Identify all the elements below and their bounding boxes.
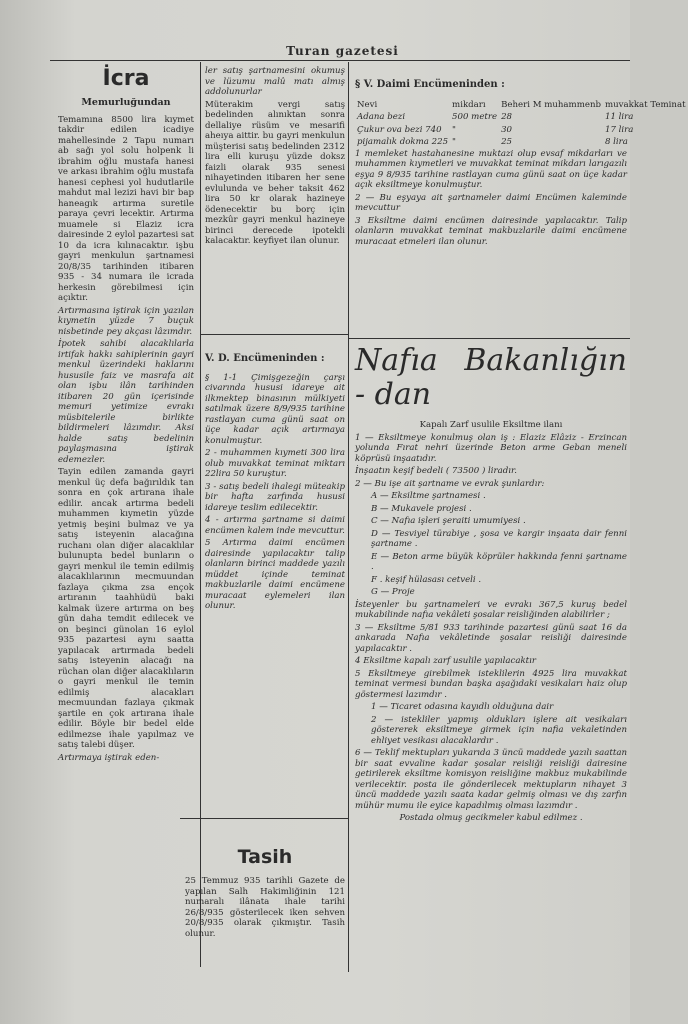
nafia-list-b: B — Mukavele projesi . xyxy=(371,503,472,514)
table-cell: 30 xyxy=(501,124,513,135)
nafia-paragraph-2: 2 — Bu işe ait şartname ve evrak şunlardır: xyxy=(355,478,545,489)
table-cell: Adana bezi xyxy=(357,112,406,122)
section-rule-nafia xyxy=(348,338,630,339)
vd-notice xyxy=(205,354,345,814)
icra-paragraph-1: Temamına 8500 lira kıymet takdir edilen icadiye mahellesinde 2 Tapu numarı ab sağı yol solu holpenk li ibrahim oğlu mustafa hanesi ve arkası ibrahim oğlu mustafa hanesi cephesi yol hudutlarile mahdut mal lezizi havi bir bap haneagık artırma suretile paraya çevri lecektir. Artırma muamele si Elaziz icra dairesinde 2 eylol pazartesi sat 10 da icra kılınacaktır. işbu gayri menkulun şartnamesi 20/8/35 tarihinden itibaren 935 - 34 numara ile icrada herkesin görebilmesi için açıktır. xyxy=(58,114,194,303)
nafia-list-e: E — Beton arme büyük köprüler hakkında fenni şartname . xyxy=(371,551,627,572)
table-cell: " xyxy=(452,124,456,135)
nafia-paragraph-5b: 2 — istekliler yapmış oldukları işlere ait vesikaları göstererek eksiltmeye girmek için nafia vekaletinden ehliyet vesikası alacaklardır . xyxy=(371,714,627,746)
nafia-paragraph-6: 6 — Teklif mektupları yukarıda 3 üncü maddede yazılı saattan bir saat evvaline kadar şosalar reisliği reisliği dairesine getirilerek eksiltme komisyon reisliğine makbuz mukabilinde verilecektir. posta ile gönderilecek mektupların nihayet 3 üncü maddede yazılı saata kadar gelmiş olması ve dış zarfın mühür mumu ile eyice kapadılmış olması lazımdır . xyxy=(355,748,627,811)
nafia-list-f: F . keşif hülasası cetveli . xyxy=(371,574,482,585)
nafia-paragraph-4: 4 Eksiltme kapalı zarf usulile yapılacaktır xyxy=(355,656,536,666)
vd-item-5: 5 Artırma daimi encümen dairesinde yapılacaktır talip olanların birinci maddede yazılı müddet içinde teminat makbuzlarile daimi encümene muracaat eylemeleri ilan olunur. xyxy=(205,538,345,611)
icra-paragraph-3: İpotek sahibi alacaklılarla irtifak hakkı sahiplerinin gayri menkul üzerindeki haklarını hususile faiz ve masrafa ait olan işbu ilân tarihinden itibaren 20 gün içerisinde memuri yetimize evrakı müsbitelerile birlikte bildirmeleri lâzımdır. Aksi halde satış bedelinin paylaşmasına iştirak edemezler. xyxy=(58,339,194,465)
nafia-paragraph-5: 5 Eksiltmeye girebilmek isteklilerin 4925 lira muvakkat teminat vermesi bundan başka aşağıdaki vesikaları haiz olup göstermesi lazımdır . xyxy=(355,668,627,700)
daimi-title: § V. Daimi Encümeninden : xyxy=(355,79,505,90)
nafia-list-d: D — Tesviyel türabiye , şosa ve kargir inşaata dair fenni şartname . xyxy=(371,528,627,549)
nafia-intro: Kapalı Zarf usulile Eksiltme ilanı xyxy=(419,420,563,430)
tasih-notice xyxy=(185,844,345,969)
column-divider-1 xyxy=(200,62,201,967)
daimi-paragraph-1: 1 memleket hastahanesine muktazi olup evsaf mikdarları ve muhammen kıymetleri ve muvakkat teminat mikdarı larıgazılı eşya 9 8/935 tarihine rastlayan cuma günü saat on üçe kadar açık eksiltmeye konulmuştur. xyxy=(355,148,627,190)
nafia-paragraph-7: Postada olmuş gecikmeler kabul edilmez . xyxy=(399,813,583,823)
section-rule-tasih xyxy=(180,818,348,819)
vd-item-2: 2 - muhammen kıymeti 300 lira olub muvakkat teminat miktarı 22lira 50 kuruştur. xyxy=(205,448,345,479)
table-cell: Çukur ova bezi 740 xyxy=(357,124,442,135)
sartname-paragraph-1: ler satış şartnamesini okumuş ve lüzumu malû matı almış addolunurlar xyxy=(205,66,345,97)
daimi-paragraph-2: 2 — Bu eşyaya ait şartnameler daimi Encümen kaleminde mevcuttur xyxy=(355,192,627,213)
table-cell: 11 lira xyxy=(604,112,634,122)
tasih-title: Tasih xyxy=(237,846,293,868)
nafia-title: Nafıa Bakanlığın - dan xyxy=(355,343,627,412)
icra-paragraph-4: Tayin edilen zamanda gayri menkul üç defa bağırıldık tan sonra en çok artırana ihale edilir. ancak artırma bedeli muhammen kıymetin yüzde yetmiş beşini bulmaz ve ya satış isteyenin alacağına ruchanı olan diğer alacaklılar bulunupta bedel bunların o gayri menkul ile temin edilmiş alacaklılarının mecmuundan fazlaya çıkma zsa ençok artıranın taahhüdü baki kalmak üzere artırma on beş gün daha temdit edilecek ve on beşinci günolan 16 eylol 935 pazartesi aynı saatta yapılacak artırmada bedeli satış isteyenin alacağı na rüchan olan diğer alacaklıların o gayri menkul ile temin edilmiş alacakları mecmuundan fazlaya çıkmak şartile en çok artırana ihale edilir. Böyle bir bedel elde edilmezse ihale yapılmaz ve satış talebi düşer. xyxy=(58,467,194,750)
vd-item-3: 3 - satış bedeli ihalegi müteakip bir hafta zarfında hususi idareye teslim edilecektir. xyxy=(205,481,345,513)
icra-continuation xyxy=(205,66,345,328)
table-cell: 17 lira xyxy=(604,124,634,135)
daimi-paragraph-3: 3 Eksiltme daimi encümen dairesinde yapılacaktır. Talip olanların muvakkat teminat makbuzlarile daimi encümene muracaat etmeleri ilan olunur. xyxy=(355,215,627,247)
nafia-list-a: A — Eksiltme şartnamesi . xyxy=(371,491,486,501)
nafia-paragraph-2b: İsteyenler bu şartnameleri ve evrakı 367,5 kuruş bedel mukabilinde nafıa vekâleti şosalar reisliğinden alabilirler ; xyxy=(355,599,627,620)
icra-notice xyxy=(58,64,194,974)
vd-item-1: § 1-1 Çimişgezeğin çarşı civarında hususi idareye ait ilkmektep binasının mülkiyeti satılmak üzere 8/9/935 tarihine rastlayan cuma günü saat on üçe kadar açık artırmaya konulmuştur. xyxy=(205,372,345,446)
table-cell: 28 xyxy=(501,112,513,122)
table-cell: pijamalık dokma 225 xyxy=(357,137,449,147)
table-cell: 500 metre xyxy=(452,112,498,122)
nafia-list-c: C — Nafıa işleri şeraiti umumiyesi . xyxy=(371,516,526,526)
section-rule-vd xyxy=(200,334,348,335)
icra-paragraph-5: Artırmaya iştirak eden- xyxy=(58,752,160,763)
icra-subtitle: Memurluğundan xyxy=(81,97,171,108)
goods-table xyxy=(355,99,688,149)
vd-item-4: 4 - artırma şartname si daimi encümen kalem inde mevcuttur. xyxy=(205,515,345,536)
table-header: mikdarı xyxy=(452,99,486,110)
nafia-paragraph-3: 3 — Eksiltme 5/81 933 tarihinde pazartesi günü saat 16 da ankarada Nafıa vekâletinde şosalar reisliği dairesinde yapılacaktır . xyxy=(355,622,627,654)
table-header: muvakkat Teminat xyxy=(604,99,686,110)
table-header: Nevi xyxy=(357,99,378,110)
icra-paragraph-2: Artırmasına iştirak için yazılan kıymetin yüzde 7 buçuk nisbetinde pey akçası lâzımdır. xyxy=(58,305,194,337)
column-divider-2 xyxy=(348,62,349,972)
table-cell: 25 xyxy=(501,137,513,147)
table-row xyxy=(355,111,688,124)
tasih-text: 25 Temmuz 935 tarihli Gazete de yapılan Salh Hakimliğinin 121 numaralı ilânata ihale tarihi 26/8/935 gösterilecek iken sehven 20/8/935 olarak çıkmıştır. Tasih olunur. xyxy=(185,876,345,939)
table-row xyxy=(355,124,688,137)
table-cell: 8 lira xyxy=(604,137,628,147)
newspaper-header: Turan gazetesi xyxy=(286,44,399,58)
sartname-paragraph-2: Müterakim vergi satış bedelinden alınıktan sonra dellaliye rüsüm ve mesarifi aheıya aittir. bu gayri menkulun müşterisi satış bedelinden 2312 lira elli kuruşu yüzde doksz faizli olarak 935 senesi nihayetinden itibaren her sene evlulunda ve beher taksit 462 lira 50 kr olarak hazineye ödenecektir bu borç için mezkûr gayri menkul hazineye birinci derecede ipotekli kalacaktır. keyfiyet ilan olunur. xyxy=(205,99,345,246)
vd-title: V. D. Encümeninden : xyxy=(205,353,325,364)
table-header: Beheri M muhammenb xyxy=(501,99,601,110)
table-row xyxy=(355,136,688,149)
nafia-paragraph-1: 1 — Eksiltmeye konulmuş olan iş : Elaziz Elâziz - Erzincan yolunda Fırat nehri üzerinde Beton arme Geban meneli köprüsü inşaatıdır. xyxy=(355,432,627,464)
table-cell: " xyxy=(452,137,456,147)
nafia-paragraph-5a: 1 — Ticaret odasına kayıdlı olduğuna dair xyxy=(371,702,554,712)
nafia-paragraph-1b: İnşaatın keşif bedeli ( 73500 ) liradır. xyxy=(355,466,517,476)
nafia-notice xyxy=(355,344,627,979)
nafia-list-g: G — Proje xyxy=(371,587,415,597)
table-header-row xyxy=(355,99,688,112)
daimi-notice xyxy=(355,79,686,334)
icra-title: İcra xyxy=(102,66,150,91)
header-rule xyxy=(50,60,630,61)
